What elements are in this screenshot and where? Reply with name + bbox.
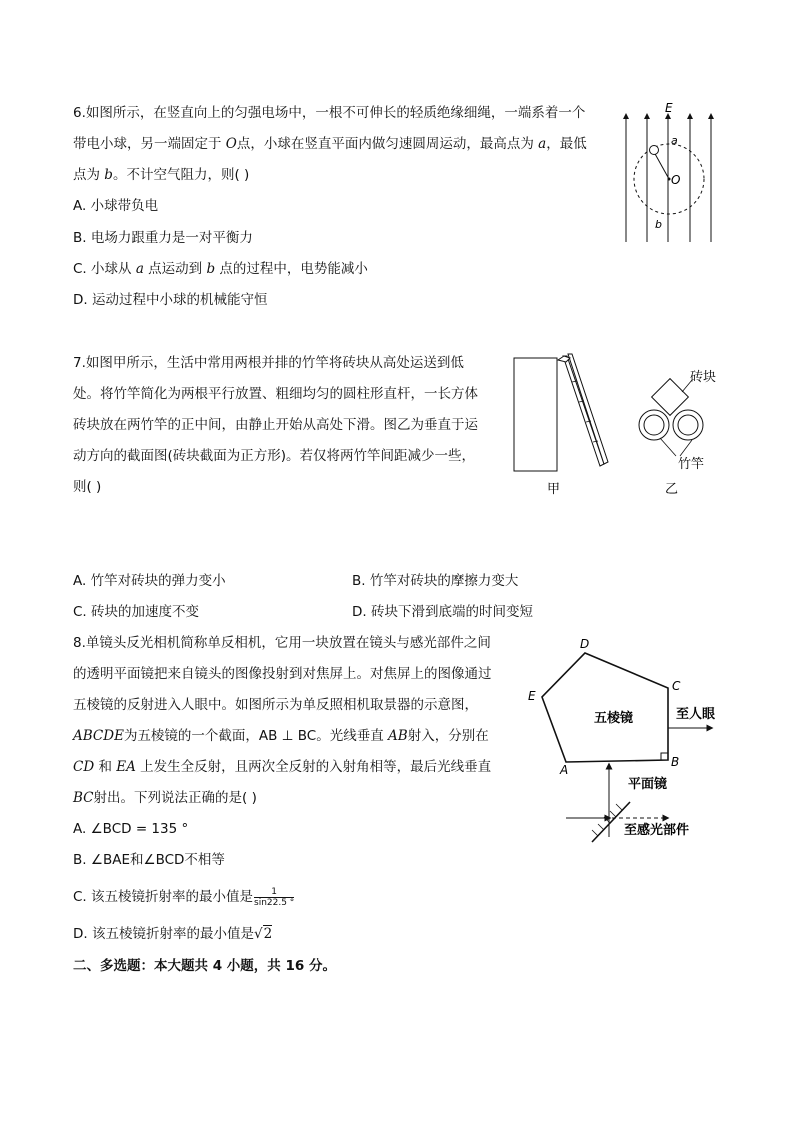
leader-pole-right [680, 440, 692, 456]
q7-stem-line3: 砖块放在两竹竿的正中间，由静止开始从高处下滑。图乙为垂直于运 [73, 417, 478, 433]
wall [514, 358, 557, 471]
section-2-heading: 二、多选题：本大题共 4 小题，共 16 分。 [73, 958, 336, 974]
label-e: E [528, 689, 536, 703]
label-d: D [580, 637, 590, 651]
q8-stem-line3: 五棱镜的反射进入人眼中。如图所示为单反照相机取景器的示意图， [73, 697, 478, 713]
label-yi: 乙 [665, 482, 679, 497]
charged-ball [650, 146, 659, 155]
q7-stem-line1: 7.如图甲所示，生活中常用两根并排的竹竿将砖块从高处运送到低 [73, 355, 464, 371]
label-eye: 至人眼 [676, 707, 716, 722]
sqrt-expression: √2 [253, 926, 273, 942]
label-b: b [655, 218, 662, 231]
label-e: E [665, 101, 673, 115]
q7-stem-line4: 动方向的截面图(砖块截面为正方形)。若仅将两竹竿间距减少一些， [73, 448, 476, 464]
pentaprism [542, 653, 668, 762]
q6-stem-line1: 6.如图所示，在竖直向上的匀强电场中，一根不可伸长的轻质绝缘细绳，一端系着一个 [73, 105, 586, 121]
q7-option-a: A. 竹竿对砖块的弹力变小 [73, 573, 226, 589]
q8-stem-line6: BC射出。下列说法正确的是( ) [73, 790, 257, 806]
q8-stem-line1: 8.单镜头反光相机简称单反相机，它用一块放置在镜头与感光部件之间 [73, 635, 491, 651]
label-brick: 砖块 [690, 370, 717, 385]
q7-figure-jia [508, 352, 618, 502]
q6-stem-line3: 点为 b。不计空气阻力，则( ) [73, 167, 250, 183]
label-pole: 竹竿 [678, 457, 705, 472]
q8-option-a: A. ∠BCD = 135 ° [73, 821, 189, 837]
q8-option-b: B. ∠BAE和∠BCD不相等 [73, 852, 225, 868]
fraction: $\frac{1}{\sin 22.5 ^\circ}$ [254, 886, 295, 908]
q7-option-b: B. 竹竿对砖块的摩擦力变大 [352, 573, 519, 589]
leader-pole-left [660, 438, 676, 456]
q8-pentaprism-figure [520, 632, 730, 852]
q8-stem-line2: 的透明平面镜把来自镜头的图像投射到对焦屏上。对焦屏上的图像通过 [73, 666, 492, 682]
string [654, 152, 669, 179]
label-prism: 五棱镜 [594, 711, 634, 726]
q8-option-c: C. 该五棱镜折射率的最小值是 $\frac{1}{\sin 22.5 ^\circ}$ [73, 886, 295, 908]
label-mirror: 平面镜 [628, 777, 668, 792]
label-a: a [671, 134, 678, 147]
q7-stem-line5: 则( ) [73, 479, 102, 495]
label-sensor: 至感光部件 [624, 823, 690, 838]
label-b: B [671, 755, 680, 769]
label-jia: 甲 [547, 482, 561, 497]
q6-option-c: C. 小球从 a 点运动到 b 点的过程中，电势能减小 [73, 261, 368, 277]
q7-stem-line2: 处。将竹竿简化为两根平行放置、粗细均匀的圆柱形直杆，一长方体 [73, 386, 478, 402]
q6-field-figure [614, 98, 724, 248]
q7-figure-yi [630, 362, 730, 502]
q7-option-d: D. 砖块下滑到底端的时间变短 [352, 604, 533, 620]
q6-option-d: D. 运动过程中小球的机械能守恒 [73, 292, 268, 308]
q8-stem-line5: CD 和 EA 上发生全反射，且两次全反射的入射角相等，最后光线垂直 [73, 759, 492, 775]
label-o: O [671, 173, 681, 187]
q6-stem-line2: 带电小球，另一端固定于 O点，小球在竖直平面内做匀速圆周运动，最高点为 a，最低 [73, 136, 587, 152]
label-a: A [560, 763, 569, 777]
mirror-hatch [592, 804, 622, 836]
q6-option-a: A. 小球带负电 [73, 198, 159, 214]
q6-option-b: B. 电场力跟重力是一对平衡力 [73, 230, 253, 246]
q8-stem-line4: ABCDE为五棱镜的一个截面，AB ⊥ BC。光线垂直 AB射入，分别在 [73, 728, 489, 744]
label-c: C [672, 679, 681, 693]
q8-option-d: D. 该五棱镜折射率的最小值是√2 [73, 926, 273, 942]
q7-option-c: C. 砖块的加速度不变 [73, 604, 200, 620]
bamboo-poles [558, 354, 608, 466]
